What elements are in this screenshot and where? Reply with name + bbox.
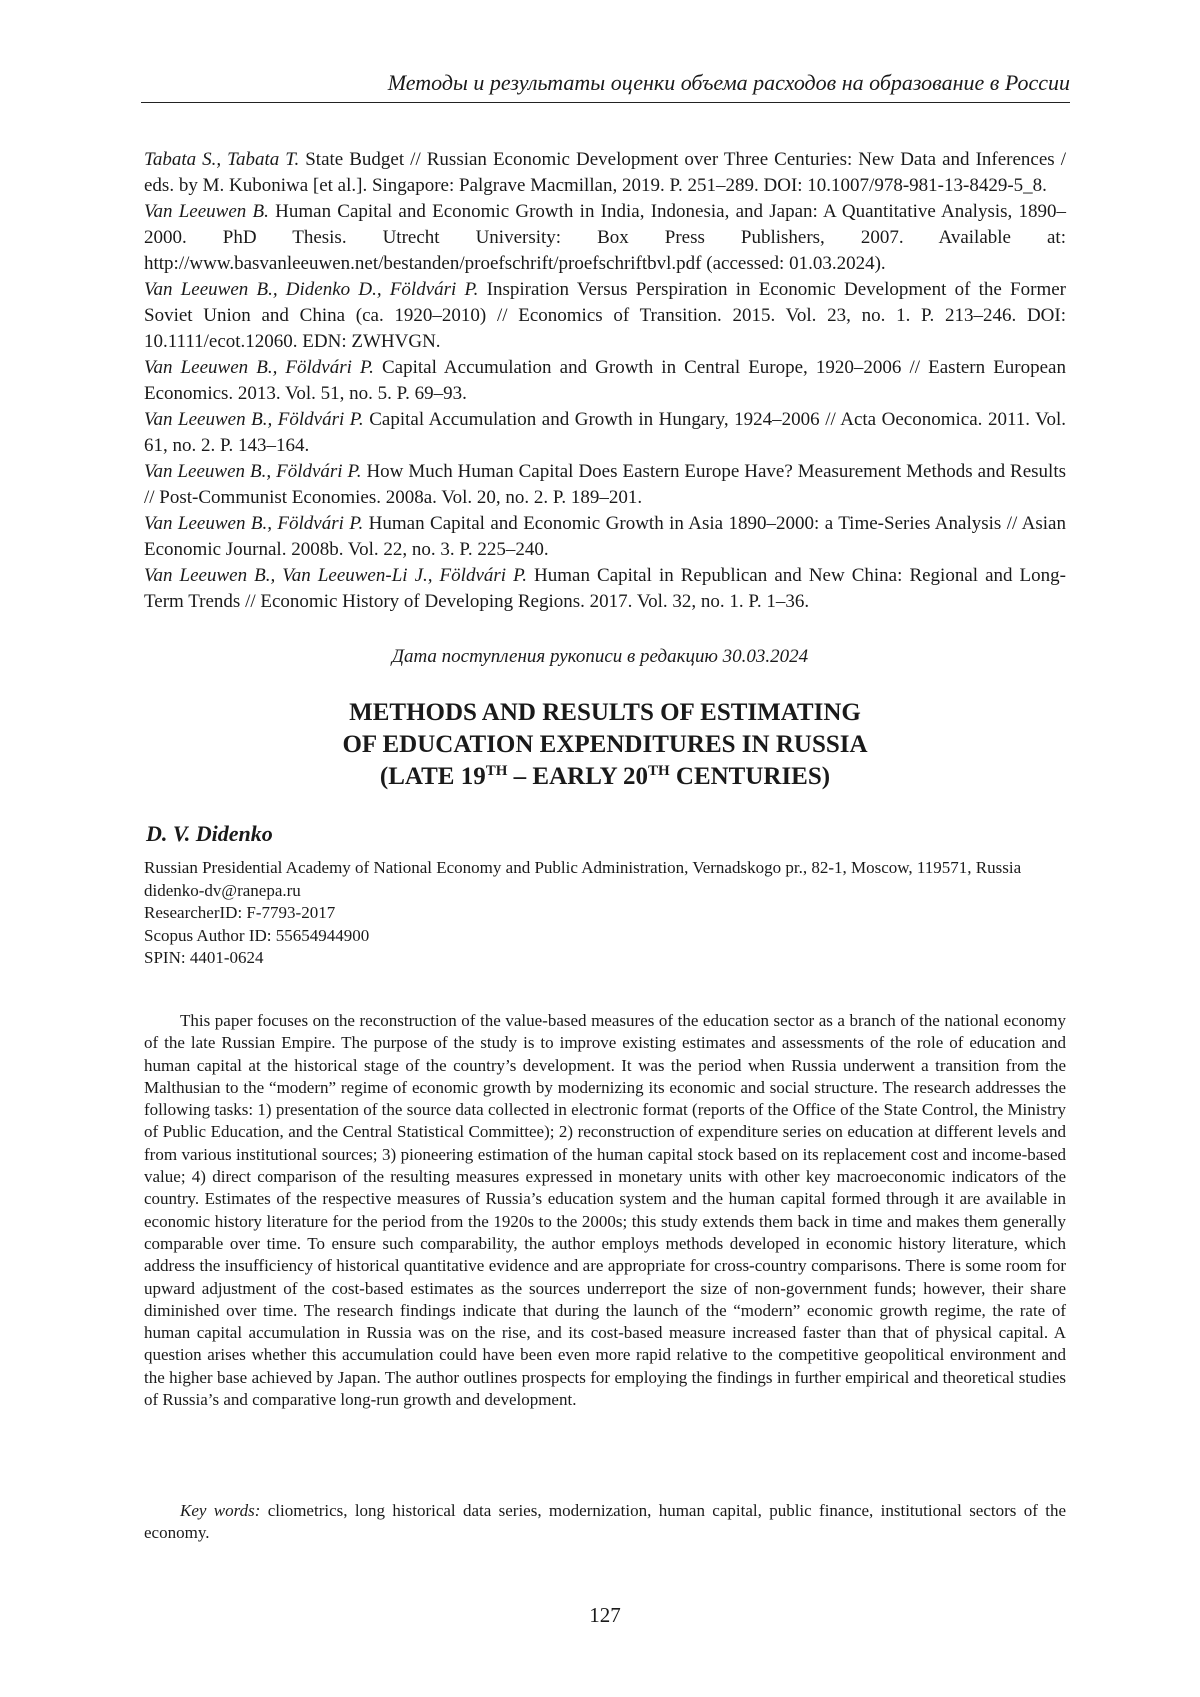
manuscript-received-date: Дата поступления рукописи в редакцию 30.03.2024 (0, 646, 1200, 668)
reference-authors: Van Leeuwen B., Didenko D., Földvári P. (144, 279, 478, 300)
reference-text: Inspiration Versus Perspiration in Economic Development of the Former Soviet Union and China (ca. 1920–2010) // Economics of Transition. 2015. Vol. 23, no. 1. P. 213–246. DOI: 10.1111/ecot.12060. EDN: ZWHVGN. (144, 279, 1066, 352)
reference-item (144, 147, 1066, 199)
reference-text: Human Capital in Republican and New China: Regional and Long-Term Trends // Economic History of Developing Regions. 2017. Vol. 32, no. 1. P. 1–36. (144, 565, 1066, 612)
reference-list (144, 147, 1066, 615)
reference-authors: Van Leeuwen B. (144, 201, 269, 222)
author-name: D. V. Didenko (146, 821, 273, 847)
title-line-2: OF EDUCATION EXPENDITURES IN RUSSIA (0, 729, 1200, 761)
spin-code: SPIN: 4401-0624 (144, 947, 1044, 970)
journal-page (0, 0, 1200, 1697)
title-line-3-part-2: – EARLY 20 (507, 763, 648, 790)
reference-authors: Tabata S., Tabata T. (144, 149, 299, 170)
keywords (144, 1500, 1066, 1545)
reference-item (144, 407, 1066, 459)
reference-text: Human Capital and Economic Growth in Asia 1890–2000: a Time-Series Analysis // Asian Economic Journal. 2008b. Vol. 22, no. 3. P. 225–240. (144, 513, 1066, 560)
reference-authors: Van Leeuwen B., Földvári P. (144, 513, 363, 534)
affiliation-organization: Russian Presidential Academy of National Economy and Public Administration, Vernadskogo pr., 82-1, Moscow, 119571, Russia (144, 857, 1044, 880)
author-email: didenko-dv@ranepa.ru (144, 880, 1044, 903)
page-number: 127 (0, 1603, 1200, 1628)
researcher-id: ResearcherID: F-7793-2017 (144, 902, 1044, 925)
reference-authors: Van Leeuwen B., Van Leeuwen-Li J., Földvári P. (144, 565, 527, 586)
running-header: Методы и результаты оценки объема расходов на образование в России (141, 70, 1070, 103)
reference-item (144, 511, 1066, 563)
keywords-label: Key words: (180, 1501, 260, 1520)
reference-text: Capital Accumulation and Growth in Hungary, 1924–2006 // Acta Oeconomica. 2011. Vol. 61, no. 2. P. 143–164. (144, 409, 1066, 456)
reference-text: State Budget // Russian Economic Development over Three Centuries: New Data and Inferences / eds. by M. Kuboniwa [et al.]. Singapore: Palgrave Macmillan, 2019. P. 251–289. DOI: 10.1007/978-981-13-8429-5_8. (144, 149, 1066, 196)
author-affiliation (144, 857, 1044, 970)
keywords-text: cliometrics, long historical data series, modernization, human capital, public finance, institutional sectors of the economy. (144, 1501, 1066, 1542)
ordinal-superscript: TH (648, 763, 670, 779)
ordinal-superscript: TH (486, 763, 508, 779)
title-line-3-part-3: CENTURIES) (670, 763, 830, 790)
reference-item (144, 355, 1066, 407)
title-line-3 (0, 761, 1200, 793)
reference-item (144, 563, 1066, 615)
reference-authors: Van Leeuwen B., Földvári P. (144, 409, 364, 430)
reference-item (144, 459, 1066, 511)
reference-text: How Much Human Capital Does Eastern Europe Have? Measurement Methods and Results // Post-Communist Economies. 2008a. Vol. 20, no. 2. P. 189–201. (144, 461, 1066, 508)
scopus-author-id: Scopus Author ID: 55654944900 (144, 925, 1044, 948)
abstract: This paper focuses on the reconstruction of the value-based measures of the education sector as a branch of the national economy of the late Russian Empire. The purpose of the study is to improve existing estimates and assessments of the role of education and human capital at the historical stage of the country’s development. It was the period when Russia underwent a transition from the Malthusian to the “modern” regime of economic growth by modernizing its economic and social structure. The research addresses the following tasks: 1) presentation of the source data collected in electronic format (reports of the Office of the State Control, the Ministry of Public Education, and the Central Statistical Committee); 2) reconstruction of expenditure series on education at different levels and from various institutional sources; 3) pioneering estimation of the human capital stock based on its replacement cost and income-based value; 4) direct comparison of the resulting measures expressed in monetary units with other key macroeconomic indicators of the country. Estimates of the respective measures of Russia’s education system and the human capital formed through it are available in economic history literature for the period from the 1920s to the 2000s; this study extends them back in time and makes them generally comparable over time. To ensure such comparability, the author employs methods developed in economic history literature, which address the insufficiency of historical quantitative evidence and are appropriate for cross-country comparisons. There is some room for upward adjustment of the cost-based estimates as the sources underreport the size of non-government funds; however, their share diminished over time. The research findings indicate that during the launch of the “modern” economic growth regime, the rate of human capital accumulation in Russia was on the rise, and its cost-based measure increased faster than that of physical capital. A question arises whether this accumulation could have been even more rapid relative to the competitive geopolitical environment and the higher base achieved by Japan. The author outlines prospects for employing the findings in further empirical and theoretical studies of Russia’s and comparative long-run growth and development. (144, 1010, 1066, 1411)
title-line-1: METHODS AND RESULTS OF ESTIMATING (0, 697, 1200, 729)
reference-text: Human Capital and Economic Growth in India, Indonesia, and Japan: A Quantitative Analysis, 1890–2000. PhD Thesis. Utrecht University: Box Press Publishers, 2007. Available at: http://www.basvanleeuwen.net/bestanden/proefschrift/proefschriftbvl.pdf (accessed: 01.03.2024). (144, 201, 1066, 274)
reference-text: Capital Accumulation and Growth in Central Europe, 1920–2006 // Eastern European Economics. 2013. Vol. 51, no. 5. P. 69–93. (144, 357, 1066, 404)
article-title (0, 697, 1200, 793)
reference-authors: Van Leeuwen B., Földvári P. (144, 461, 361, 482)
reference-item (144, 199, 1066, 277)
reference-authors: Van Leeuwen B., Földvári P. (144, 357, 374, 378)
reference-item (144, 277, 1066, 355)
title-line-3-part-1: (LATE 19 (380, 763, 486, 790)
